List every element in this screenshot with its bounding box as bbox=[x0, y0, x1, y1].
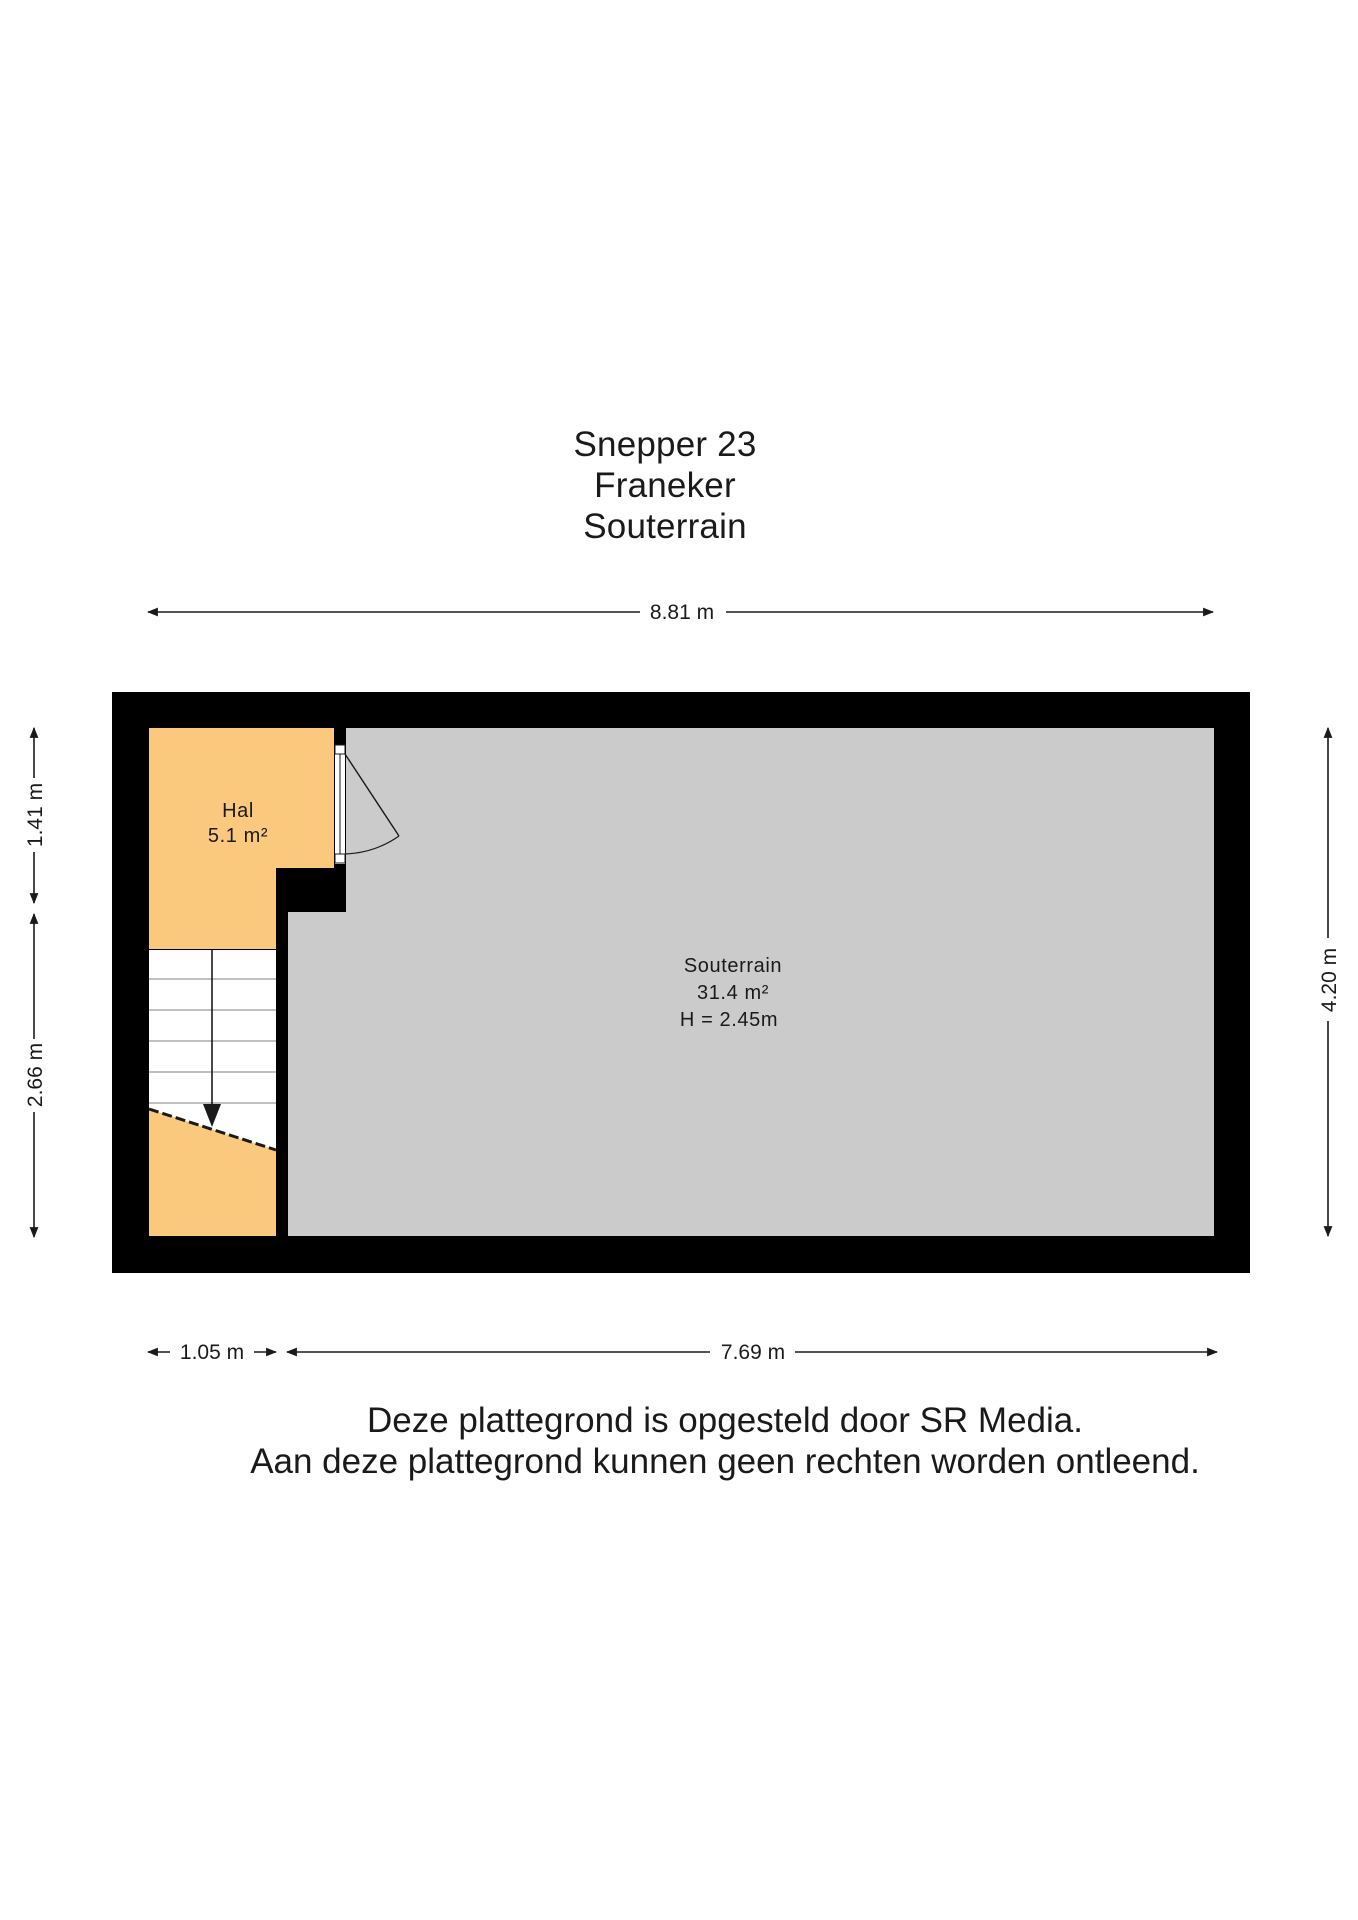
souterrain-area-label: 31.4 m² bbox=[696, 982, 770, 1004]
dimension-left-lower-label: 2.66 m bbox=[24, 1042, 47, 1108]
dimension-left-lower bbox=[24, 914, 47, 1237]
dimension-right-height-label: 4.20 m bbox=[1318, 947, 1341, 1013]
disclaimer-line-2: Aan deze plattegrond kunnen geen rechten worden ontleend. bbox=[250, 1442, 1200, 1481]
city-title: Franeker bbox=[594, 466, 736, 505]
staircase bbox=[149, 950, 276, 1236]
dimension-left-upper bbox=[24, 728, 47, 903]
souterrain-name-label: Souterrain bbox=[683, 955, 783, 977]
hal-area-label: 5.1 m² bbox=[207, 825, 269, 847]
disclaimer-footer bbox=[0, 1400, 1358, 1482]
dimension-left-upper-label: 1.41 m bbox=[24, 782, 47, 848]
dimension-bottom-left-label: 1.05 m bbox=[179, 1341, 245, 1364]
dimension-right-height bbox=[1318, 728, 1341, 1236]
dimension-bottom-right bbox=[287, 1341, 1217, 1364]
dimension-top-width-label: 8.81 m bbox=[649, 601, 715, 624]
souterrain-height-label: H = 2.45m bbox=[679, 1009, 779, 1031]
dimension-bottom-right-label: 7.69 m bbox=[720, 1341, 786, 1364]
dimension-top-width bbox=[148, 601, 1213, 624]
hal-name-label: Hal bbox=[222, 800, 254, 822]
address-title: Snepper 23 bbox=[573, 425, 757, 464]
dimension-bottom-left bbox=[148, 1341, 276, 1364]
disclaimer-line-1: Deze plattegrond is opgesteld door SR Media. bbox=[367, 1401, 1083, 1440]
floor-title: Souterrain bbox=[583, 507, 747, 546]
